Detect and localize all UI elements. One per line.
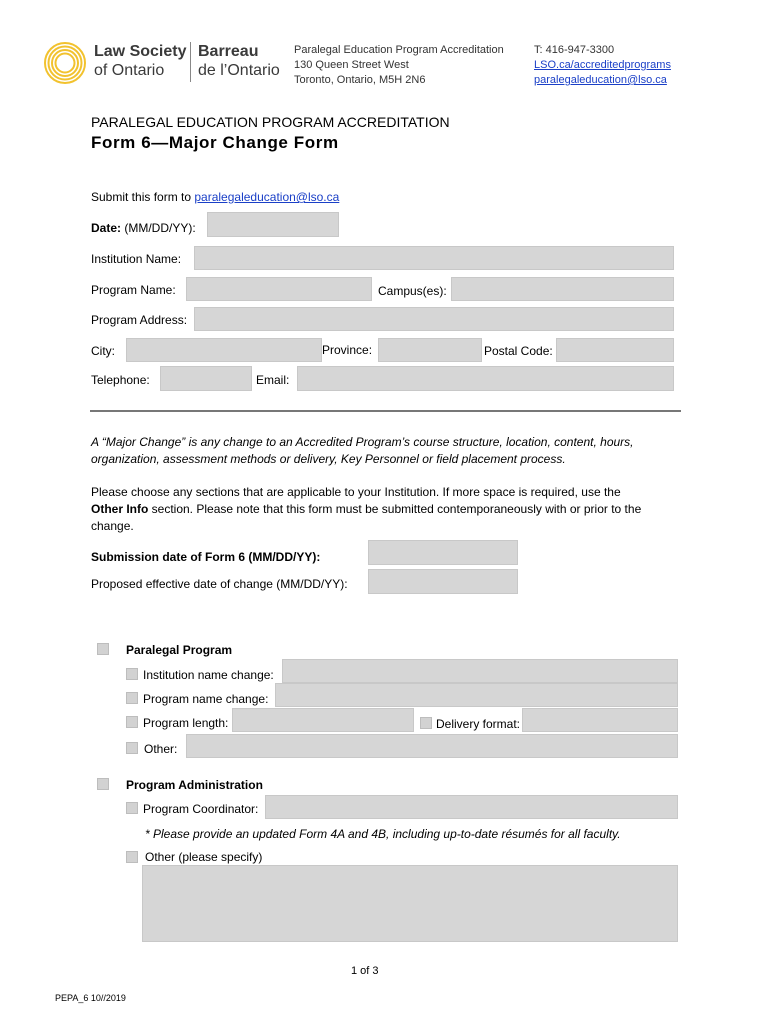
other-checkbox[interactable] — [126, 742, 138, 754]
logo-divider — [190, 42, 191, 82]
logo-fr-line1: Barreau — [198, 43, 259, 60]
instructions-line3: change. — [91, 519, 134, 533]
program-length-checkbox[interactable] — [126, 716, 138, 728]
program-change-checkbox[interactable] — [126, 692, 138, 704]
program-change-label: Program name change: — [143, 692, 269, 706]
program-change-field[interactable] — [275, 683, 678, 707]
instructions-paragraph — [91, 484, 691, 535]
page-number: 1 of 3 — [351, 965, 379, 977]
other-label: Other: — [144, 742, 178, 756]
campus-label: Campus(es): — [378, 284, 447, 298]
program-length-field[interactable] — [232, 708, 414, 732]
email-label: Email: — [256, 373, 290, 387]
header-address — [294, 43, 504, 88]
submit-email-link[interactable]: paralegaleducation@lso.ca — [194, 190, 340, 204]
address-line2: 130 Queen Street West — [294, 59, 409, 71]
city-label: City: — [91, 344, 115, 358]
institution-change-label: Institution name change: — [143, 668, 274, 682]
campus-field[interactable] — [451, 277, 674, 301]
delivery-format-label: Delivery format: — [436, 717, 521, 731]
address-line3: Toronto, Ontario, M5H 2N6 — [294, 74, 426, 86]
submission-date-field[interactable] — [368, 540, 518, 565]
program-address-field[interactable] — [194, 307, 674, 331]
header-contact — [534, 43, 671, 88]
postal-label: Postal Code: — [484, 344, 553, 358]
submission-date-label: Submission date of Form 6 (MM/DD/YY): — [91, 550, 321, 564]
instructions-line2-rest: section. Please note that this form must be submitted contemporaneously with or prior to the — [148, 502, 642, 516]
page-title: Form 6—Major Change Form — [91, 133, 339, 152]
delivery-format-checkbox[interactable] — [420, 717, 432, 729]
other-field[interactable] — [186, 734, 678, 758]
address-line1: Paralegal Education Program Accreditation — [294, 44, 504, 56]
postal-code-field[interactable] — [556, 338, 674, 362]
telephone-label: Telephone: — [91, 373, 150, 387]
logo-en-line1: Law Society — [94, 43, 187, 60]
institution-change-checkbox[interactable] — [126, 668, 138, 680]
date-label-rest: (MM/DD/YY): — [121, 221, 196, 235]
other-specify-checkbox[interactable] — [126, 851, 138, 863]
date-label — [91, 221, 196, 235]
date-label-bold: Date: — [91, 221, 122, 235]
coordinator-checkbox[interactable] — [126, 802, 138, 814]
program-admin-heading: Program Administration — [126, 778, 263, 792]
coordinator-label: Program Coordinator: — [143, 802, 259, 816]
program-label: Program Name: — [91, 283, 176, 297]
major-change-definition: A “Major Change” is any change to an Accredited Program’s course structure, location, content, hours, organization, assessment methods or delivery, Key Personnel or field placement process. — [91, 435, 634, 466]
city-field[interactable] — [126, 338, 322, 362]
date-field[interactable] — [207, 212, 339, 237]
submit-instruction — [91, 190, 339, 204]
program-length-label: Program length: — [143, 716, 229, 730]
header-email-link[interactable]: paralegaleducation@lso.ca — [534, 74, 667, 86]
institution-change-field[interactable] — [282, 659, 678, 683]
section-divider — [90, 410, 681, 412]
lso-logo — [42, 40, 282, 88]
logo-ring-icon — [42, 40, 88, 86]
other-specify-label: Other (please specify) — [145, 850, 263, 864]
instructions-line2 — [91, 501, 691, 518]
address-label: Program Address: — [91, 313, 188, 327]
faculty-note: * Please provide an updated Form 4A and 4B, including up-to-date résumés for all faculty. — [145, 827, 621, 841]
coordinator-field[interactable] — [265, 795, 678, 819]
province-field[interactable] — [378, 338, 482, 362]
other-specify-textarea[interactable] — [142, 865, 678, 942]
logo-en-line2: of Ontario — [94, 62, 165, 79]
delivery-format-field[interactable] — [522, 708, 678, 732]
paralegal-program-heading: Paralegal Program — [126, 643, 233, 657]
paralegal-program-checkbox[interactable] — [97, 643, 109, 655]
institution-label: Institution Name: — [91, 252, 182, 266]
instructions-line1: Please choose any sections that are applicable to your Institution. If more space is required, use the — [91, 485, 621, 499]
header-website-link[interactable]: LSO.ca/accreditedprograms — [534, 59, 671, 71]
telephone-field[interactable] — [160, 366, 252, 391]
program-name-field[interactable] — [186, 277, 372, 301]
program-admin-checkbox[interactable] — [97, 778, 109, 790]
effective-date-label: Proposed effective date of change (MM/DD/YY): — [91, 577, 348, 591]
institution-name-field[interactable] — [194, 246, 674, 270]
other-info-bold: Other Info — [91, 502, 149, 516]
province-label: Province: — [322, 343, 373, 357]
submit-prefix: Submit this form to — [91, 190, 195, 204]
effective-date-field[interactable] — [368, 569, 518, 594]
page-kicker: PARALEGAL EDUCATION PROGRAM ACCREDITATION — [91, 114, 450, 130]
header-phone: T: 416-947-3300 — [534, 44, 615, 56]
form-code: PEPA_6 10//2019 — [55, 993, 126, 1003]
email-field[interactable] — [297, 366, 674, 391]
logo-fr-line2: de l’Ontario — [198, 62, 280, 79]
